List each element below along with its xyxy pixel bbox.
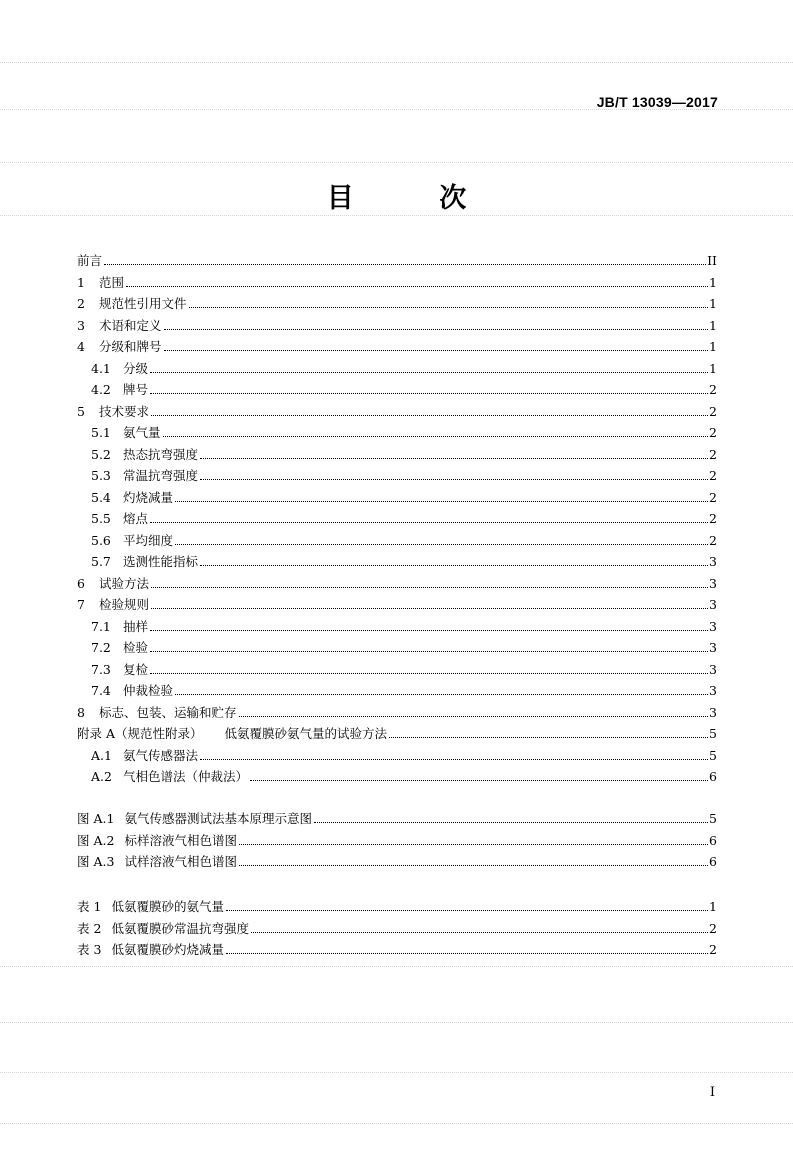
toc-entry[interactable]: 4 分级和牌号 1 (77, 339, 717, 354)
toc-entry[interactable]: 7 检验规则 3 (77, 597, 717, 612)
toc-entry[interactable]: 5.4 灼烧减量 2 (91, 490, 717, 505)
table-entry[interactable]: 表 2 低氨覆膜砂常温抗弯强度 2 (77, 921, 717, 936)
page-number: I (709, 1085, 715, 1100)
toc-entry[interactable]: 4.1 分级 1 (91, 361, 717, 376)
toc-entry[interactable]: 1 范围 1 (77, 275, 717, 290)
scan-line (0, 162, 793, 163)
toc-entry[interactable]: 8 标志、包装、运输和贮存 3 (77, 705, 717, 720)
toc-entry[interactable]: 6 试验方法 3 (77, 576, 717, 591)
toc-entry[interactable]: A.1 氨气传感器法 5 (91, 748, 717, 763)
toc-entry[interactable]: 7.1 抽样 3 (91, 619, 717, 634)
figure-entry[interactable]: 图 A.1 氨气传感器测试法基本原理示意图 5 (77, 811, 717, 826)
toc-entry[interactable]: 4.2 牌号 2 (91, 382, 717, 397)
table-entry[interactable]: 表 1 低氨覆膜砂的氨气量 1 (77, 899, 717, 914)
standard-code: JB/T 13039—2017 (596, 94, 718, 110)
toc-entry-annex[interactable]: 附录 A（规范性附录） 低氨覆膜砂氨气量的试验方法 5 (77, 726, 717, 741)
scan-line (0, 1022, 793, 1023)
figure-entry[interactable]: 图 A.2 标样溶液气相色谱图 6 (77, 833, 717, 848)
toc-entry[interactable]: 5.5 熔点 2 (91, 511, 717, 526)
scan-line (0, 1123, 793, 1124)
toc-entry[interactable]: 7.3 复检 3 (91, 662, 717, 677)
toc-entry[interactable]: A.2 气相色谱法（仲裁法） 6 (91, 769, 717, 784)
toc-entry-foreword[interactable]: 前言 II (77, 253, 717, 268)
table-entry[interactable]: 表 3 低氨覆膜砂灼烧减量 2 (77, 942, 717, 957)
toc-entry[interactable]: 5.3 常温抗弯强度 2 (91, 468, 717, 483)
toc-entry[interactable]: 5 技术要求 2 (77, 404, 717, 419)
page-title: 目 次 (326, 183, 505, 214)
toc-entry[interactable]: 3 术语和定义 1 (77, 318, 717, 333)
toc-entry[interactable]: 5.6 平均细度 2 (91, 533, 717, 548)
toc-entry[interactable]: 5.1 氨气量 2 (91, 425, 717, 440)
figure-entry[interactable]: 图 A.3 试样溶液气相色谱图 6 (77, 854, 717, 869)
scan-line (0, 62, 793, 63)
toc-entry[interactable]: 5.2 热态抗弯强度 2 (91, 447, 717, 462)
scan-line (0, 1072, 793, 1073)
toc-entry[interactable]: 5.7 选测性能指标 3 (91, 554, 717, 569)
toc-entry[interactable]: 7.4 仲裁检验 3 (91, 683, 717, 698)
toc-entry[interactable]: 7.2 检验 3 (91, 640, 717, 655)
scan-line (0, 215, 793, 216)
scan-line (0, 966, 793, 967)
toc-entry[interactable]: 2 规范性引用文件 1 (77, 296, 717, 311)
